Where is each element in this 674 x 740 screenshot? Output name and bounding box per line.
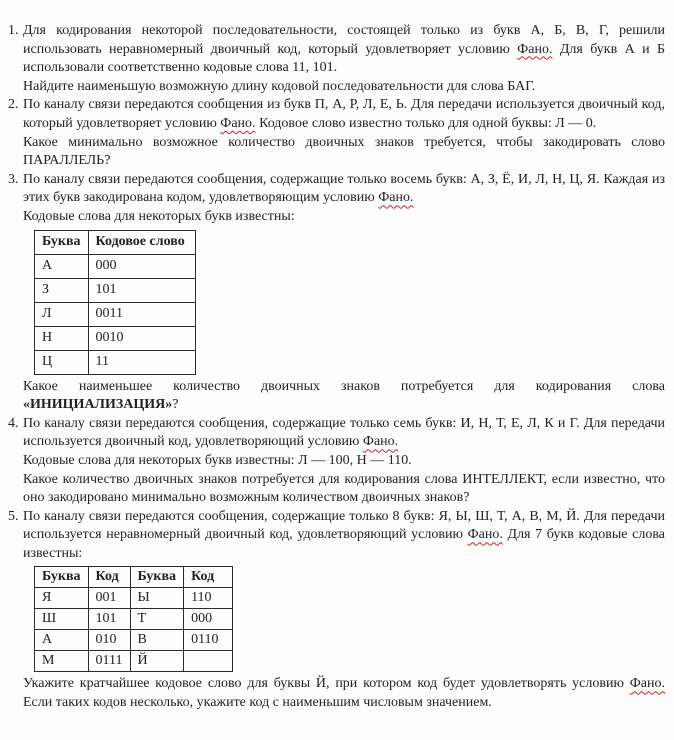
text-segment: По каналу связи передаются сообщения, содержащие только семь букв: И, Н, Т, Е, Л, К и Г. Для передачи используется двоичный код, удовлетворяющий условию [23, 415, 665, 450]
problem-2-number: 2. [8, 97, 19, 113]
table-row [35, 350, 196, 374]
table-header-cell: Буква [35, 567, 89, 588]
letter-cell: А [35, 630, 89, 651]
letter-code-table-1 [34, 230, 196, 375]
code-cell: 000 [184, 609, 233, 630]
table-row [35, 609, 233, 630]
problem-1-question: Найдите наименьшую возможную длину кодовой последовательности для слова БАГ. [23, 78, 536, 94]
letter-cell: М [35, 651, 89, 672]
problem-5-number: 5. [8, 508, 19, 524]
problem-3 [8, 171, 665, 415]
code-cell: 000 [88, 254, 195, 278]
problem-4-question: Какое количество двоичных знаков потребуется для кодирования слова ИНТЕЛЛЕКТ, если известно, что оно закодировано минимально возможным количеством двоичных знаков? [23, 471, 665, 506]
table-header-cell: Код [184, 567, 233, 588]
fano-misspelled-word: Фано. [467, 527, 503, 543]
letter-cell: В [130, 630, 184, 651]
letter-cell: Ш [35, 609, 89, 630]
problem-3-known-codes-label: Кодовые слова для некоторых букв известны: [23, 208, 295, 224]
table-row [35, 651, 233, 672]
code-cell: 101 [88, 609, 130, 630]
code-cell: 0011 [88, 302, 195, 326]
problem-2 [8, 96, 665, 170]
problem-5-body [23, 508, 665, 713]
problem-3-question [23, 378, 665, 415]
fano-misspelled-word: Фано. [362, 434, 399, 450]
problem-1-intro [23, 22, 665, 78]
problem-5-question [23, 675, 665, 712]
problem-2-question: Какое минимально возможное количество двоичных знаков требуется, чтобы закодировать слово ПАРАЛЛЕЛЬ? [23, 134, 665, 169]
fano-misspelled-word: Фано. [629, 676, 665, 692]
table-row [35, 254, 196, 278]
code-cell: 110 [184, 588, 233, 609]
problem-2-body [23, 96, 665, 170]
code-cell: 001 [88, 588, 130, 609]
letter-cell: Ы [130, 588, 184, 609]
code-cell: 0111 [88, 651, 130, 672]
table-header-row [35, 230, 196, 254]
problem-4-intro [23, 415, 665, 452]
text-segment: ? [172, 397, 179, 413]
text-segment: Для букв А и Б использовали соответственно кодовые слова 11, 101. [23, 41, 665, 76]
letter-cell: З [35, 278, 89, 302]
problem-5-intro [23, 508, 665, 564]
problem-1-body [23, 22, 665, 96]
table-header-cell: Код [88, 567, 130, 588]
text-segment: Кодовое слово известно только для одной буквы: Л — 0. [255, 115, 597, 131]
letter-cell: Н [35, 326, 89, 350]
fano-misspelled-word: Фано. [378, 190, 414, 206]
table-row [35, 302, 196, 326]
problem-3-number: 3. [8, 171, 19, 187]
problem-3-body [23, 171, 665, 415]
letter-cell: Т [130, 609, 184, 630]
letter-cell: Я [35, 588, 89, 609]
emphasized-word: «ИНИЦИАЛИЗАЦИЯ» [23, 397, 173, 413]
code-cell: 0010 [88, 326, 195, 350]
text-segment: Какое наименьшее количество двоичных знаков потребуется для кодирования слова [23, 378, 665, 394]
table-row [35, 630, 233, 651]
code-cell: 101 [88, 278, 195, 302]
text-segment: По каналу связи передаются сообщения из букв П, А, Р, Л, Е, Ь. Для передачи используется двоичный код, который удовлетворяет условию [23, 97, 665, 131]
table-row [35, 278, 196, 302]
problem-3-intro [23, 171, 665, 208]
letter-cell: Ц [35, 350, 89, 374]
letter-code-table-2 [34, 566, 233, 672]
problem-1 [8, 22, 665, 96]
table-header-cell: Буква [35, 230, 89, 254]
fano-misspelled-word: Фано. [220, 115, 256, 131]
text-segment: Укажите кратчайшее кодовое слово для буквы Й, при котором код будет удовлетворять условию [23, 676, 630, 692]
code-cell: 0110 [184, 630, 233, 651]
letter-cell: А [35, 254, 89, 278]
table-row [35, 588, 233, 609]
problem-4-number: 4. [8, 415, 19, 431]
table-header-cell: Кодовое слово [88, 230, 195, 254]
letter-cell: Л [35, 302, 89, 326]
problem-4 [8, 415, 665, 508]
problem-1-number: 1. [8, 23, 19, 38]
problem-4-body [23, 415, 665, 508]
table-row [35, 326, 196, 350]
code-cell [184, 651, 233, 672]
problem-2-intro [23, 96, 665, 133]
text-segment: По каналу связи передаются сообщения, содержащие только 8 букв: Я, Ы, Ш, Т, А, В, М, Й. Для передачи используется неравномерный двоичный код, удовлетворяющий условию [23, 508, 665, 543]
table-header-row [35, 567, 233, 588]
letter-cell: Й [130, 651, 184, 672]
text-segment: Для кодирования некоторой последовательности, состоящей только из букв А, Б, В, Г, решили использовать неравномерный двоичный код, который удовлетворяет условию [23, 23, 665, 57]
fano-misspelled-word: Фано. [517, 41, 553, 57]
problem-5 [8, 508, 665, 713]
text-segment: Если таких кодов несколько, укажите код с наименьшим числовым значением. [23, 695, 492, 711]
code-cell: 010 [88, 630, 130, 651]
problem-4-known-codes-label: Кодовые слова для некоторых букв известны: Л — 100, Н — 110. [23, 452, 412, 468]
text-segment: Для 7 букв кодовые слова известны: [23, 527, 666, 561]
text-segment: По каналу связи передаются сообщения, содержащие только восемь букв: А, З, Ё, И, Л, Н, Ц, Я. Каждая из этих букв закодирована кодом, удовлетворяющим условию [23, 171, 665, 206]
table-header-cell: Буква [130, 567, 184, 588]
code-cell: 11 [88, 350, 195, 374]
